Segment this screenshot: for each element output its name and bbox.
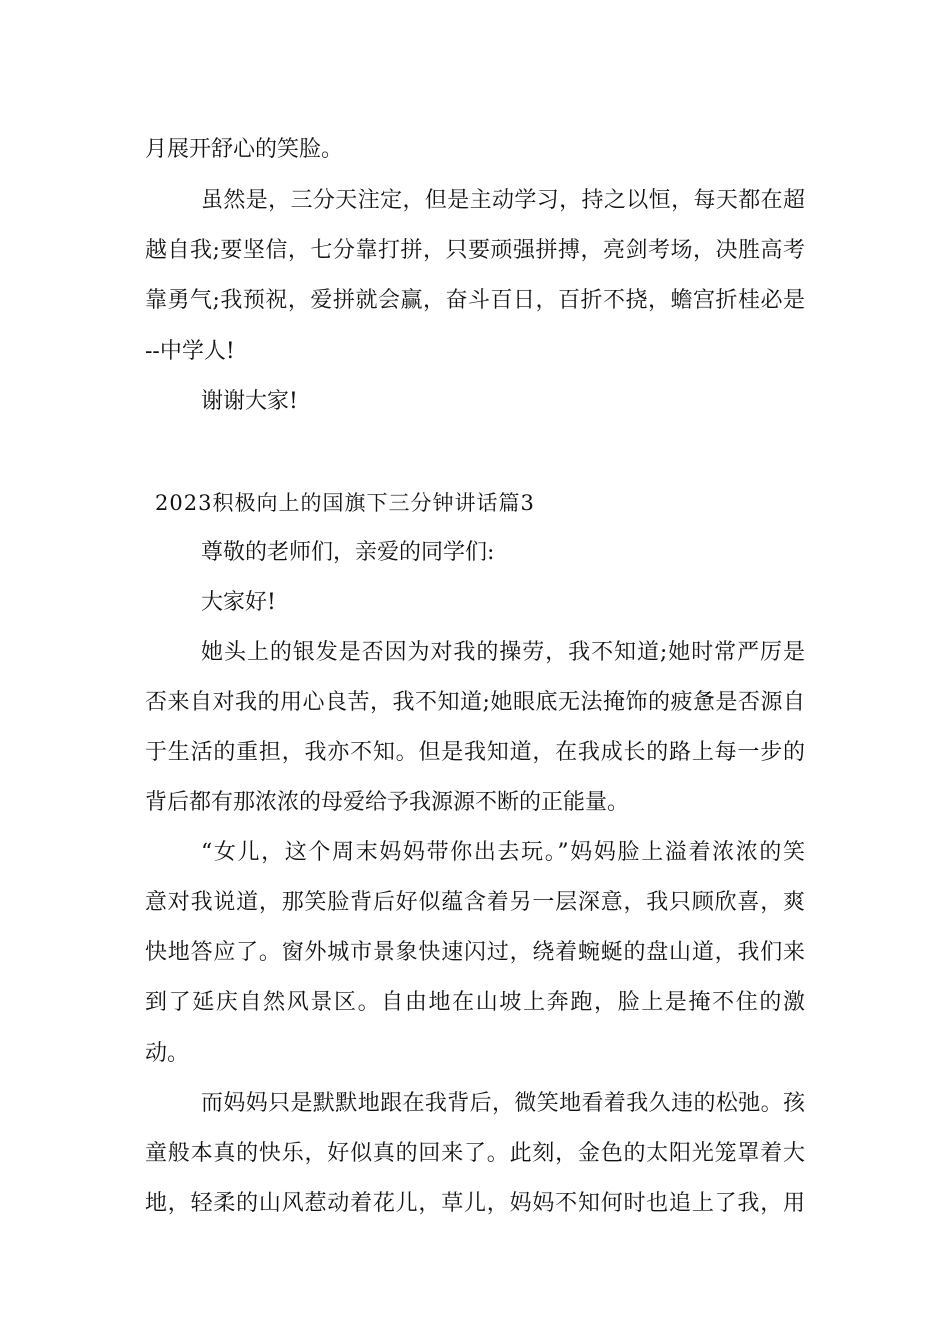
- paragraph-line: 虽然是，三分天注定，但是主动学习，持之以恒，每天都在超: [201, 188, 805, 213]
- section-heading: 2023积极向上的国旗下三分钟讲话篇3: [155, 491, 535, 515]
- paragraph-line: “女儿，这个周末妈妈带你出去玩。”妈妈脸上溢着浓浓的笑: [201, 840, 805, 865]
- paragraph-line: 靠勇气;我预祝，爱拼就会赢，奋斗百日，百折不挠，蟾宫折桂必是: [145, 288, 805, 313]
- paragraph-line: 于生活的重担，我亦不知。但是我知道，在我成长的路上每一步的: [145, 740, 805, 765]
- paragraph-line: 背后都有那浓浓的母爱给予我源源不断的正能量。: [145, 790, 630, 815]
- paragraph-line: 快地答应了。窗外城市景象快速闪过，绕着蜿蜒的盘山道，我们来: [145, 940, 805, 965]
- paragraph-line: 童般本真的快乐，好似真的回来了。此刻，金色的太阳光笼罩着大: [145, 1141, 805, 1166]
- salutation-line: 尊敬的老师们，亲爱的同学们:: [201, 540, 495, 565]
- paragraph-line: 意对我说道，那笑脸背后好似蕴含着另一层深意，我只顾欣喜，爽: [145, 890, 805, 915]
- paragraph-line: 月展开舒心的笑脸。: [145, 137, 344, 162]
- paragraph-line: 地，轻柔的山风惹动着花儿，草儿，妈妈不知何时也追上了我，用: [145, 1191, 805, 1216]
- paragraph-line: 而妈妈只是默默地跟在我背后，微笑地看着我久违的松弛。孩: [201, 1091, 805, 1116]
- paragraph-line: 到了延庆自然风景区。自由地在山坡上奔跑，脸上是掩不住的激: [145, 990, 805, 1015]
- paragraph-line: 否来自对我的用心良苦，我不知道;她眼底无法掩饰的疲惫是否源自: [145, 690, 805, 715]
- paragraph-line: 越自我;要坚信，七分靠打拼，只要顽强拼搏，亮剑考场，决胜高考: [145, 238, 805, 263]
- paragraph-line: 她头上的银发是否因为对我的操劳，我不知道;她时常严厉是: [201, 640, 805, 665]
- closing-line: 谢谢大家!: [201, 389, 298, 414]
- paragraph-line: 动。: [145, 1041, 190, 1066]
- paragraph-line: --中学人!: [145, 339, 235, 364]
- greeting-line: 大家好!: [201, 590, 276, 615]
